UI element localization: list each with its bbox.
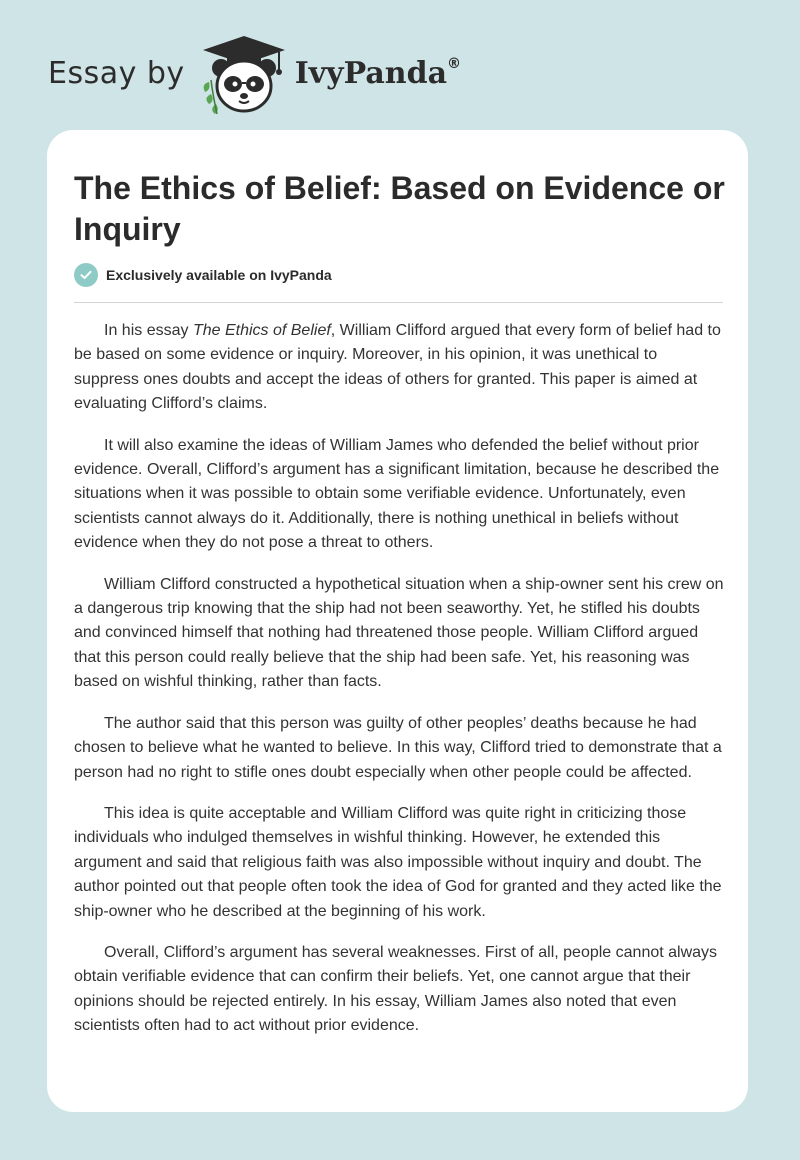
paragraph-4: The author said that this person was guilty of other peoples’ deaths because he had chosen to believe what he wanted to believe. In this way, Clifford tried to demonstrate that a person had no right to stifle ones doubt especially when other people could be affected.: [74, 714, 722, 781]
brand-name[interactable]: [295, 56, 461, 91]
paragraph-5: This idea is quite acceptable and William Clifford was quite right in criticizing those individuals who indulged themselves in wishful thinking. However, he extended this argument and said that religious faith was also impossible without inquiry and doubt. The author pointed out that people often took the idea of God for granted and they acted like the ship-owner who he described at the beginning of his work.: [74, 804, 722, 920]
brand-text: IvyPanda: [294, 55, 448, 91]
exclusive-badge-label: Exclusively available on IvyPanda: [106, 267, 332, 283]
site-header: [48, 30, 461, 116]
paragraph-3: William Clifford constructed a hypothetical situation when a ship-owner sent his crew on a dangerous trip knowing that the ship had not been seaworthy. Yet, he stifled his doubts and convinced himself that nothing had threatened those people. William Clifford argued that this person could really believe that the ship had been safe. Yet, his reasoning was based on wishful thinking, rather than facts.: [74, 575, 724, 691]
essay-body: [74, 319, 726, 1056]
essay-by-label: Essay by: [48, 55, 185, 91]
exclusive-badge: [74, 263, 332, 287]
registered-mark: ®: [447, 55, 462, 72]
paragraph-1-pre: In his essay: [104, 322, 193, 339]
essay-title-reference: The Ethics of Belief: [192, 322, 331, 339]
paragraph-1-post: , William Clifford argued that every form of belief had to be based on some evidence or inquiry. Moreover, in his opinion, it was unethical to suppress ones doubts and accept the ideas of others for granted. This paper is aimed at evaluating Clifford’s claims.: [74, 322, 721, 413]
essay-card: [47, 130, 748, 1112]
essay-title: The Ethics of Belief: Based on Evidence or Inquiry: [74, 170, 725, 247]
paragraph-2: It will also examine the ideas of William James who defended the belief without prior evidence. Overall, Clifford’s argument has a significant limitation, because he described the situations when it was possible to obtain some verifiable evidence. Unfortunately, even scientists cannot always do it. Additionally, there is nothing unethical in beliefs without evidence when they do not pose a threat to others.: [74, 436, 720, 552]
paragraph-6: Overall, Clifford’s argument has several weaknesses. First of all, people cannot always obtain verifiable evidence that can confirm their beliefs. Yet, one cannot argue that their opinions should be rejected entirely. In his essay, William James also noted that even scientists often had to act without prior evidence.: [74, 943, 718, 1035]
divider: [74, 302, 723, 303]
panda-graduate-logo-icon[interactable]: [199, 30, 289, 116]
paragraph-1: [74, 319, 726, 417]
check-circle-icon: [74, 263, 98, 287]
